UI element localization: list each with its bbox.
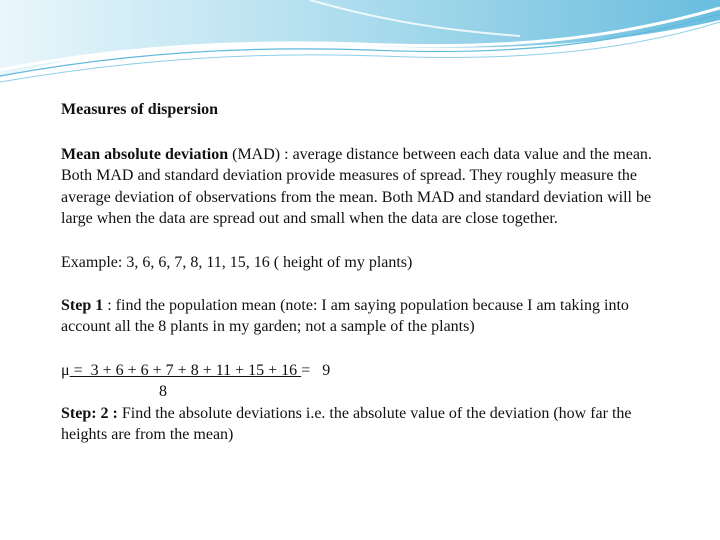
formula-numerator: 3 + 6 + 6 + 7 + 8 + 11 + 15 + 16 (86, 361, 302, 379)
step1-text: : find the population mean (note: I am saying population because I am taking into account all the 8 plants in my garden; not a sample of the plants) (61, 296, 629, 336)
step1-paragraph (61, 295, 661, 338)
step2-label: Step: 2 : (61, 404, 118, 422)
mad-term: Mean absolute deviation (61, 145, 229, 163)
spread-paragraph: Both MAD and standard deviation provide measures of spread. They roughly measure the average deviation of observations from the mean. Both MAD and standard deviation will be large when the data are spread out and small when the data are close together. (61, 167, 652, 228)
step1-label: Step 1 (61, 296, 104, 314)
step2-paragraph (61, 403, 661, 446)
formula-mu: μ (61, 361, 70, 379)
example-line: Example: 3, 6, 6, 7, 8, 11, 15, 16 ( height of my plants) (61, 253, 413, 271)
formula-result: = 9 (301, 361, 331, 379)
formula-equals: = (69, 361, 87, 379)
formula-denominator: 8 (159, 383, 167, 401)
slide-title: Measures of dispersion (61, 101, 219, 118)
step2-text: Find the absolute deviations i.e. the absolute value of the deviation (how far the heights are from the mean) (61, 404, 632, 444)
slide-body (61, 99, 661, 446)
header-wave-decoration (0, 0, 720, 90)
mad-definition (61, 144, 661, 166)
mad-definition-text: (MAD) : average distance between each data value and the mean. (228, 145, 652, 163)
mean-formula (61, 360, 661, 382)
